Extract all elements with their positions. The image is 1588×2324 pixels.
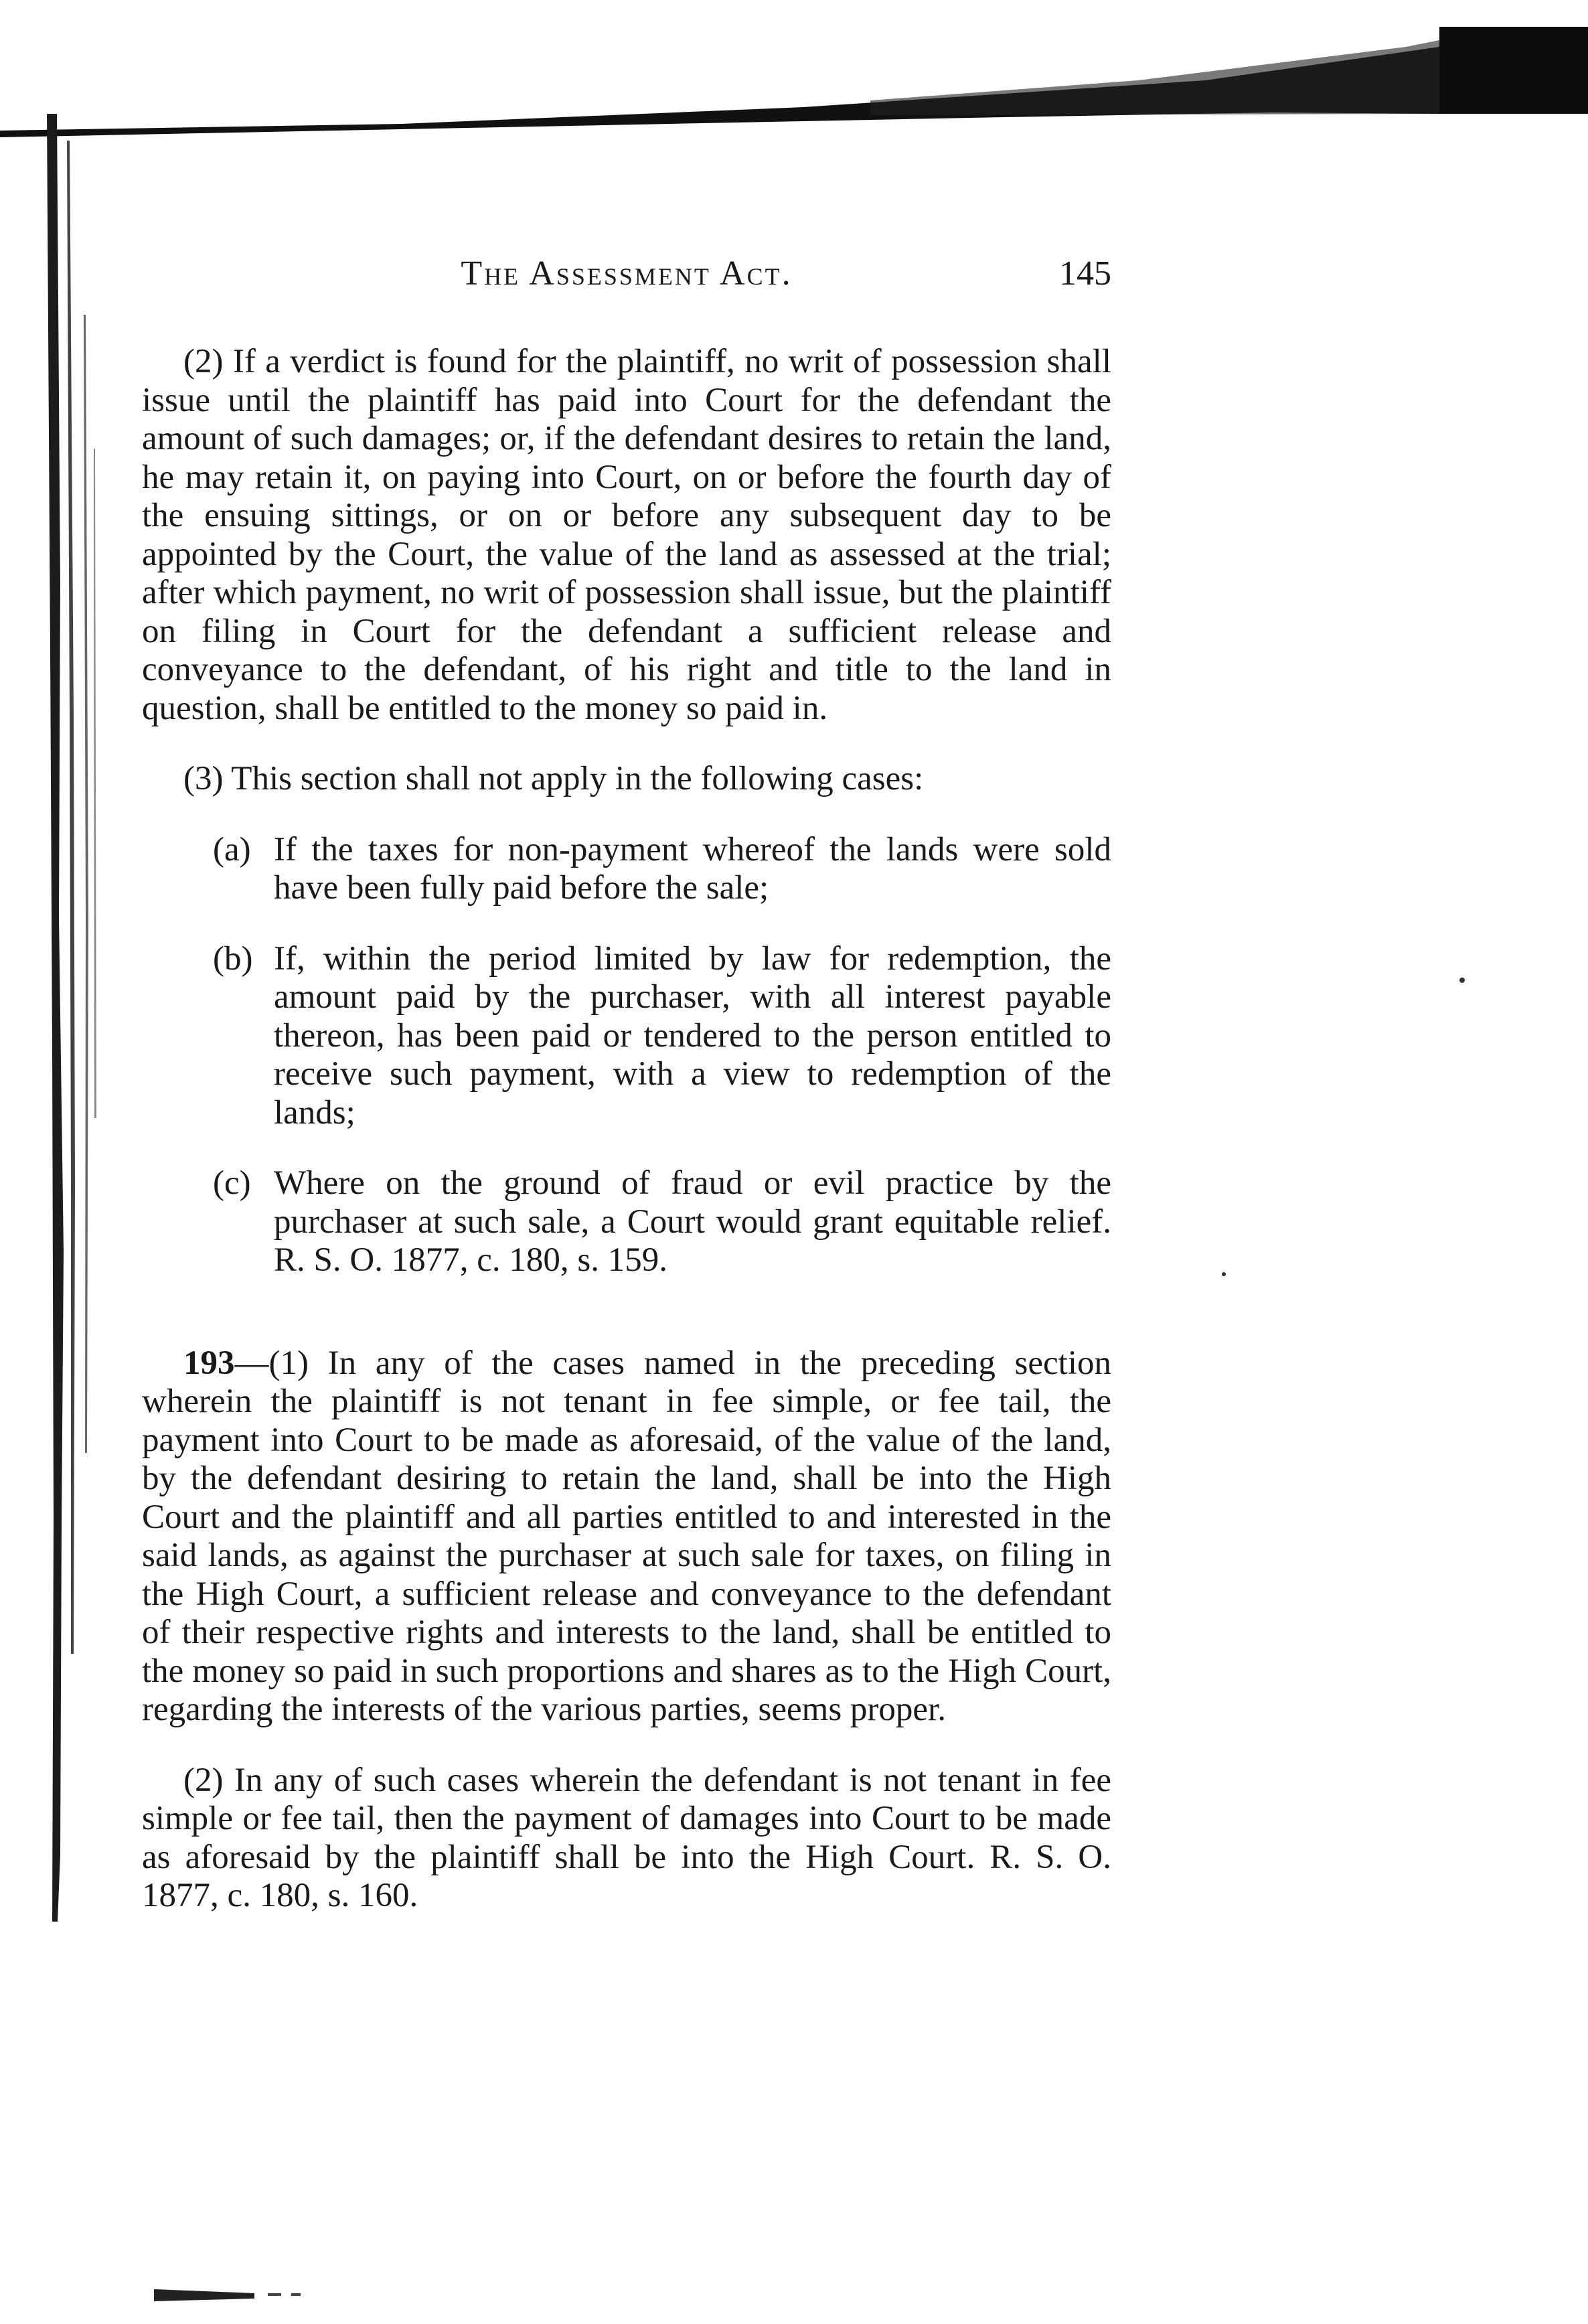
running-title: The Assessment Act. bbox=[461, 254, 793, 293]
scan-left-binding-edge bbox=[27, 114, 107, 1922]
section-193-subsection-1 bbox=[142, 1344, 1111, 1729]
book-page bbox=[142, 254, 1111, 1916]
list-item-label: (a) bbox=[213, 830, 251, 868]
list-item-a bbox=[213, 831, 1111, 908]
scan-speck bbox=[1459, 978, 1465, 983]
page-number: 145 bbox=[1059, 254, 1111, 293]
section-192-subsection-2: (2) If a verdict is found for the plaintiff, no writ of possession shall issue until the plaintiff has paid into Court for the defendant the amount of such damages; or, if the defendant desires to retain the land, he may retain it, on paying into Court, on or before the fourth day of the ensuing sittings, or on or before any subsequent day to be appointed by the Court, the value of the land as assessed at the trial; after which payment, no writ of possession shall issue, but the plaintiff on filing in Court for the defendant a sufficient release and conveyance to the defendant, of his right and title to the land in question, shall be entitled to the money so paid in. bbox=[142, 343, 1111, 727]
scan-speck bbox=[1222, 1272, 1226, 1276]
scan-top-edge-shadow bbox=[0, 0, 1588, 141]
list-item-b bbox=[213, 940, 1111, 1133]
section-number: 193 bbox=[183, 1344, 235, 1382]
section-192-subsection-3: (3) This section shall not apply in the following cases: bbox=[183, 760, 924, 797]
section-193-subsection-2: (2) In any of such cases wherein the defendant is not tenant in fee simple or fee tail, then the payment of damages into Court to be made as aforesaid by the plaintiff shall be into the High Court. R. S. O. 1877, c. 180, s. 160. bbox=[142, 1761, 1111, 1914]
list-item-text: Where on the ground of fraud or evil practice by the purchaser at such sale, a Court would grant equitable relief. R. S. O. 1877, c. 180, s. 159. bbox=[274, 1164, 1111, 1279]
list-item-label: (c) bbox=[213, 1164, 251, 1202]
list-item-text: If, within the period limited by law for redemption, the amount paid by the purchaser, with all interest payable thereon, has been paid or tendered to the person entitled to receive such payment, with a view to redemption of the lands; bbox=[274, 939, 1111, 1132]
section-193-subsection-1-text: —(1) In any of the cases named in the preceding section wherein the plaintiff is not tenant in fee simple, or fee tail, the payment into Court to be made as aforesaid, of the value of the land, by the defendant desiring to retain the land, shall be into the High Court and the plaintiff and all parties entitled to and interested in the said lands, as against the purchaser at such sale for taxes, on filing in the High Court, a sufficient release and conveyance to the defendant of their respective rights and interests to the land, shall be entitled to the money so paid in such proportions and shares as to the High Court, regarding the interests of the various parties, seems proper. bbox=[142, 1344, 1111, 1728]
page-header bbox=[142, 254, 1111, 308]
scan-bottom-mark bbox=[154, 2287, 308, 2303]
list-item-text: If the taxes for non-payment whereof the lands were sold have been fully paid before the sale; bbox=[274, 830, 1111, 907]
list-item-label: (b) bbox=[213, 939, 253, 978]
list-item-c bbox=[213, 1164, 1111, 1280]
